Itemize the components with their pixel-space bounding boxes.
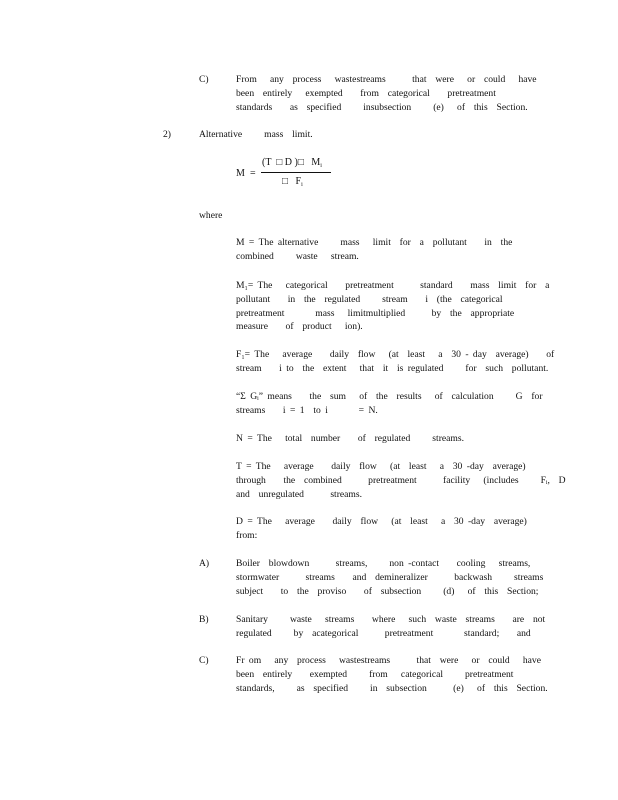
list-marker-c-bottom: C) (199, 655, 209, 666)
text-line: Fr om any process wastestreams that were or could have (236, 655, 541, 666)
text-line: From any process wastestreams that were or could have (236, 74, 537, 85)
text-line: “Σ Gᵢ” means the sum of the results of calculation G for (236, 391, 543, 402)
text-line: combined waste stream. (236, 250, 359, 262)
text-line: standards as specified insubsection (e) of this Section. (236, 101, 528, 113)
list-marker-a: A) (199, 558, 210, 569)
text-line: D = The average daily flow (at least a 30 -day average) (236, 516, 527, 527)
text-line: pollutant in the regulated stream i (the categorical (236, 293, 503, 305)
text-line: from: (236, 529, 258, 541)
formula-denominator (282, 176, 303, 187)
formula-denominator-text: □ F (282, 176, 302, 187)
definition-d (236, 515, 527, 543)
definition-m1 (236, 279, 549, 334)
paragraph-boiler-blowdown (236, 557, 543, 598)
paragraph-sanitary-waste (236, 613, 545, 641)
definition-m (236, 236, 512, 264)
text-line: stream i to the extent that it is regulated for such pollutant. (236, 362, 549, 374)
list-marker-c-top: C) (199, 74, 209, 85)
list-marker-b: B) (199, 614, 209, 625)
text-line: Boiler blowdown streams, non -contact cooling streams, (236, 558, 531, 569)
text-line: stormwater streams and demineralizer backwash streams (236, 571, 544, 583)
text-line: measure of product ion). (236, 321, 363, 333)
text-line: M = The alternative mass limit for a pollutant in the (236, 237, 513, 248)
definition-n (236, 432, 464, 446)
text-line: M₁= The categorical pretreatment standard mass limit for a (236, 280, 550, 291)
text-line: F₁= The average daily flow (at least a 30 - day average) of (236, 349, 555, 360)
where-label: where (199, 210, 223, 221)
text-line: standards, as specified in subsection (e) of this Section. (236, 682, 548, 694)
formula-lhs: M (236, 168, 245, 179)
alternative-mass-limit-formula (236, 157, 346, 197)
text-line: T = The average daily flow (at least a 30 -day average) (236, 461, 526, 472)
paragraph-exempted-streams-bottom (236, 654, 548, 695)
text-line: streams i = 1 to i = N. (236, 404, 378, 416)
formula-numerator (262, 157, 322, 168)
text-line: N = The total number of regulated streams. (236, 433, 464, 444)
formula-equals: = (250, 168, 256, 179)
text-line: regulated by acategorical pretreatment standard; and (236, 627, 531, 639)
fraction-bar (261, 172, 331, 173)
text-line: subject to the proviso of subsection (d) of this Section; (236, 585, 539, 597)
definition-f1 (236, 348, 554, 376)
item-number-2: 2) (163, 129, 171, 140)
definition-sum-g (236, 390, 543, 418)
formula-numerator-text: (T □ D )□ M (262, 157, 321, 168)
formula-denominator-subscript: i (301, 182, 303, 188)
section-heading-alternative-mass-limit: Alternative mass limit. (199, 129, 313, 140)
paragraph-exempted-streams-top (236, 73, 537, 114)
text-line: and unregulated streams. (236, 488, 363, 500)
formula-numerator-subscript: i (320, 163, 322, 169)
text-line: Sanitary waste streams where such waste streams are not (236, 614, 546, 625)
text-line: pretreatment mass limitmultiplied by the appropriate (236, 307, 515, 319)
definition-t (236, 460, 566, 501)
text-line: been entirely exempted from categorical pretreatment (236, 668, 514, 680)
text-line: through the combined pretreatment facility (includes Fᵢ, D (236, 474, 566, 486)
text-line: been entirely exempted from categorical pretreatment (236, 87, 496, 99)
